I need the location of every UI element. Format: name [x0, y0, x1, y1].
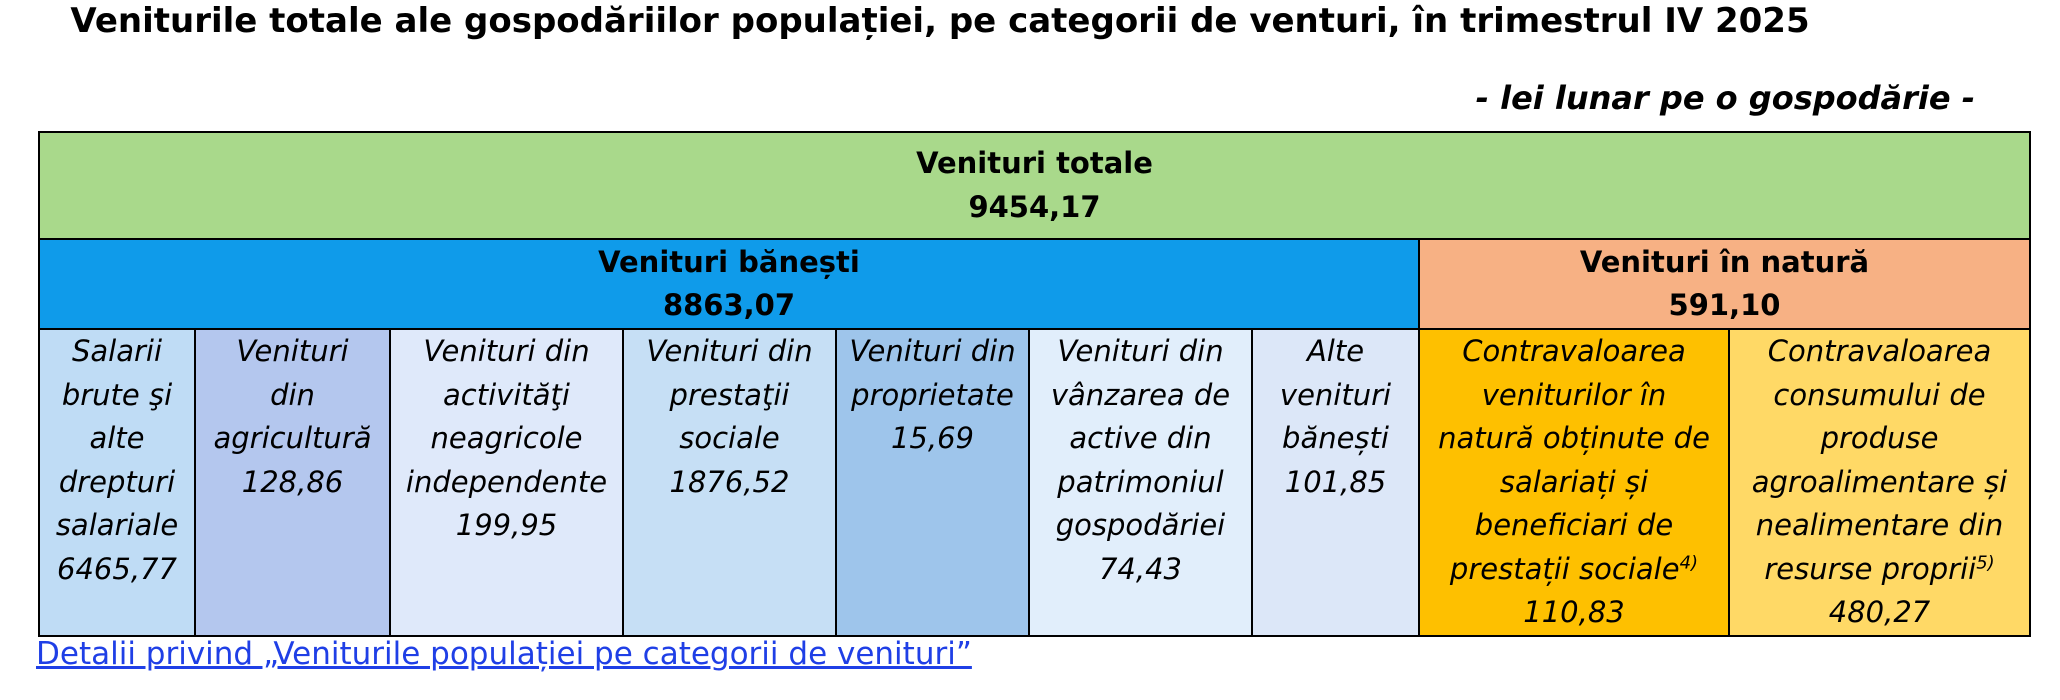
in-kind-income-label: Venituri în natură	[1579, 244, 1870, 279]
social-benefits-cell	[623, 329, 836, 636]
category-label-line: prestaţii	[669, 377, 790, 412]
category-label-line: drepturi	[58, 464, 176, 499]
category-label-line: Venituri din	[423, 334, 590, 368]
property-income-cell	[836, 329, 1029, 636]
category-label-line: consumului de	[1773, 377, 1986, 412]
cash-income-cell	[39, 239, 1419, 329]
other-cash-income-cell	[1252, 329, 1419, 636]
agriculture-income-cell	[195, 329, 390, 636]
category-label-line: independente	[405, 464, 608, 499]
category-label-line: Contravaloarea	[1462, 334, 1686, 368]
cash-income-value: 8863,07	[662, 288, 796, 322]
total-income-cell	[39, 132, 2030, 239]
category-label-line: brute şi	[61, 377, 173, 412]
category-label-line: Venituri din	[1057, 334, 1224, 368]
category-label-line: patrimoniul	[1057, 464, 1224, 499]
total-income-label: Venituri totale	[916, 146, 1153, 180]
in-kind-employees-cell	[1419, 329, 1729, 636]
category-value: 1876,52	[669, 464, 790, 499]
category-value: 6465,77	[57, 551, 177, 586]
category-label-line: salariale	[55, 508, 179, 542]
category-label-line: beneficiari de	[1474, 508, 1674, 542]
category-label-line: gospodăriei	[1055, 508, 1226, 542]
cash-income-label: Venituri bănești	[598, 244, 860, 279]
category-label-line: nealimentare din	[1755, 508, 2004, 542]
category-label-line	[1730, 548, 2029, 592]
category-label-line: din	[270, 377, 315, 412]
category-label-text: resurse proprii	[1764, 551, 1977, 586]
in-kind-income-cell	[1419, 239, 2030, 329]
details-link[interactable]: Detalii privind „Veniturile populației pe categorii de venituri”	[36, 636, 972, 672]
category-label-line: alte	[89, 421, 145, 455]
independent-activities-cell	[390, 329, 623, 636]
category-value: 74,43	[1098, 551, 1183, 586]
category-value: 101,85	[1284, 464, 1387, 499]
salaries-cell	[39, 329, 195, 636]
total-income-value: 9454,17	[968, 189, 1101, 224]
category-label-line: bănești	[1282, 421, 1389, 455]
footnote-marker: 4)	[1679, 551, 1699, 573]
category-label-line: salariați și	[1499, 464, 1649, 499]
footnote-marker: 5)	[1976, 551, 1995, 573]
category-label-line: produse	[1820, 421, 1939, 455]
asset-sales-cell	[1029, 329, 1252, 636]
category-label-line: activităţi	[443, 377, 570, 412]
unit-note: - lei lunar pe o gospodărie -	[1475, 79, 1975, 117]
category-label-line: Salarii	[71, 334, 163, 368]
category-value: 128,86	[241, 464, 344, 499]
own-resources-consumption-cell	[1729, 329, 2030, 636]
category-label-line: agroalimentare și	[1751, 464, 2008, 499]
category-label-text: prestații sociale	[1449, 551, 1680, 586]
category-label-line: active din	[1069, 421, 1212, 455]
category-value: 199,95	[455, 508, 558, 542]
category-label-line: vânzarea de	[1050, 377, 1231, 412]
category-label-line: Alte	[1306, 334, 1365, 368]
category-value: 110,83	[1523, 595, 1625, 629]
category-value: 480,27	[1828, 595, 1931, 629]
category-label-line: venituri	[1279, 377, 1392, 412]
page-title: Veniturile totale ale gospodăriilor populației, pe categorii de venturi, în trimestrul IV 2025	[70, 1, 1810, 41]
category-label-line: Venituri	[236, 334, 349, 368]
category-label-line: proprietate	[851, 377, 1014, 412]
category-label-line: agricultură	[213, 421, 372, 455]
category-value: 15,69	[890, 421, 975, 455]
category-label-line: veniturilor în	[1481, 377, 1667, 412]
category-label-line: Venituri din	[646, 334, 813, 368]
category-label-line: natură obținute de	[1438, 421, 1710, 455]
income-table	[38, 131, 2031, 637]
category-label-line: Contravaloarea	[1767, 334, 1992, 368]
category-label-line: sociale	[679, 421, 780, 455]
category-label-line: Venituri din	[849, 334, 1016, 368]
category-label-line: neagricole	[430, 421, 583, 455]
category-label-line	[1420, 548, 1728, 592]
in-kind-income-value: 591,10	[1668, 288, 1781, 322]
